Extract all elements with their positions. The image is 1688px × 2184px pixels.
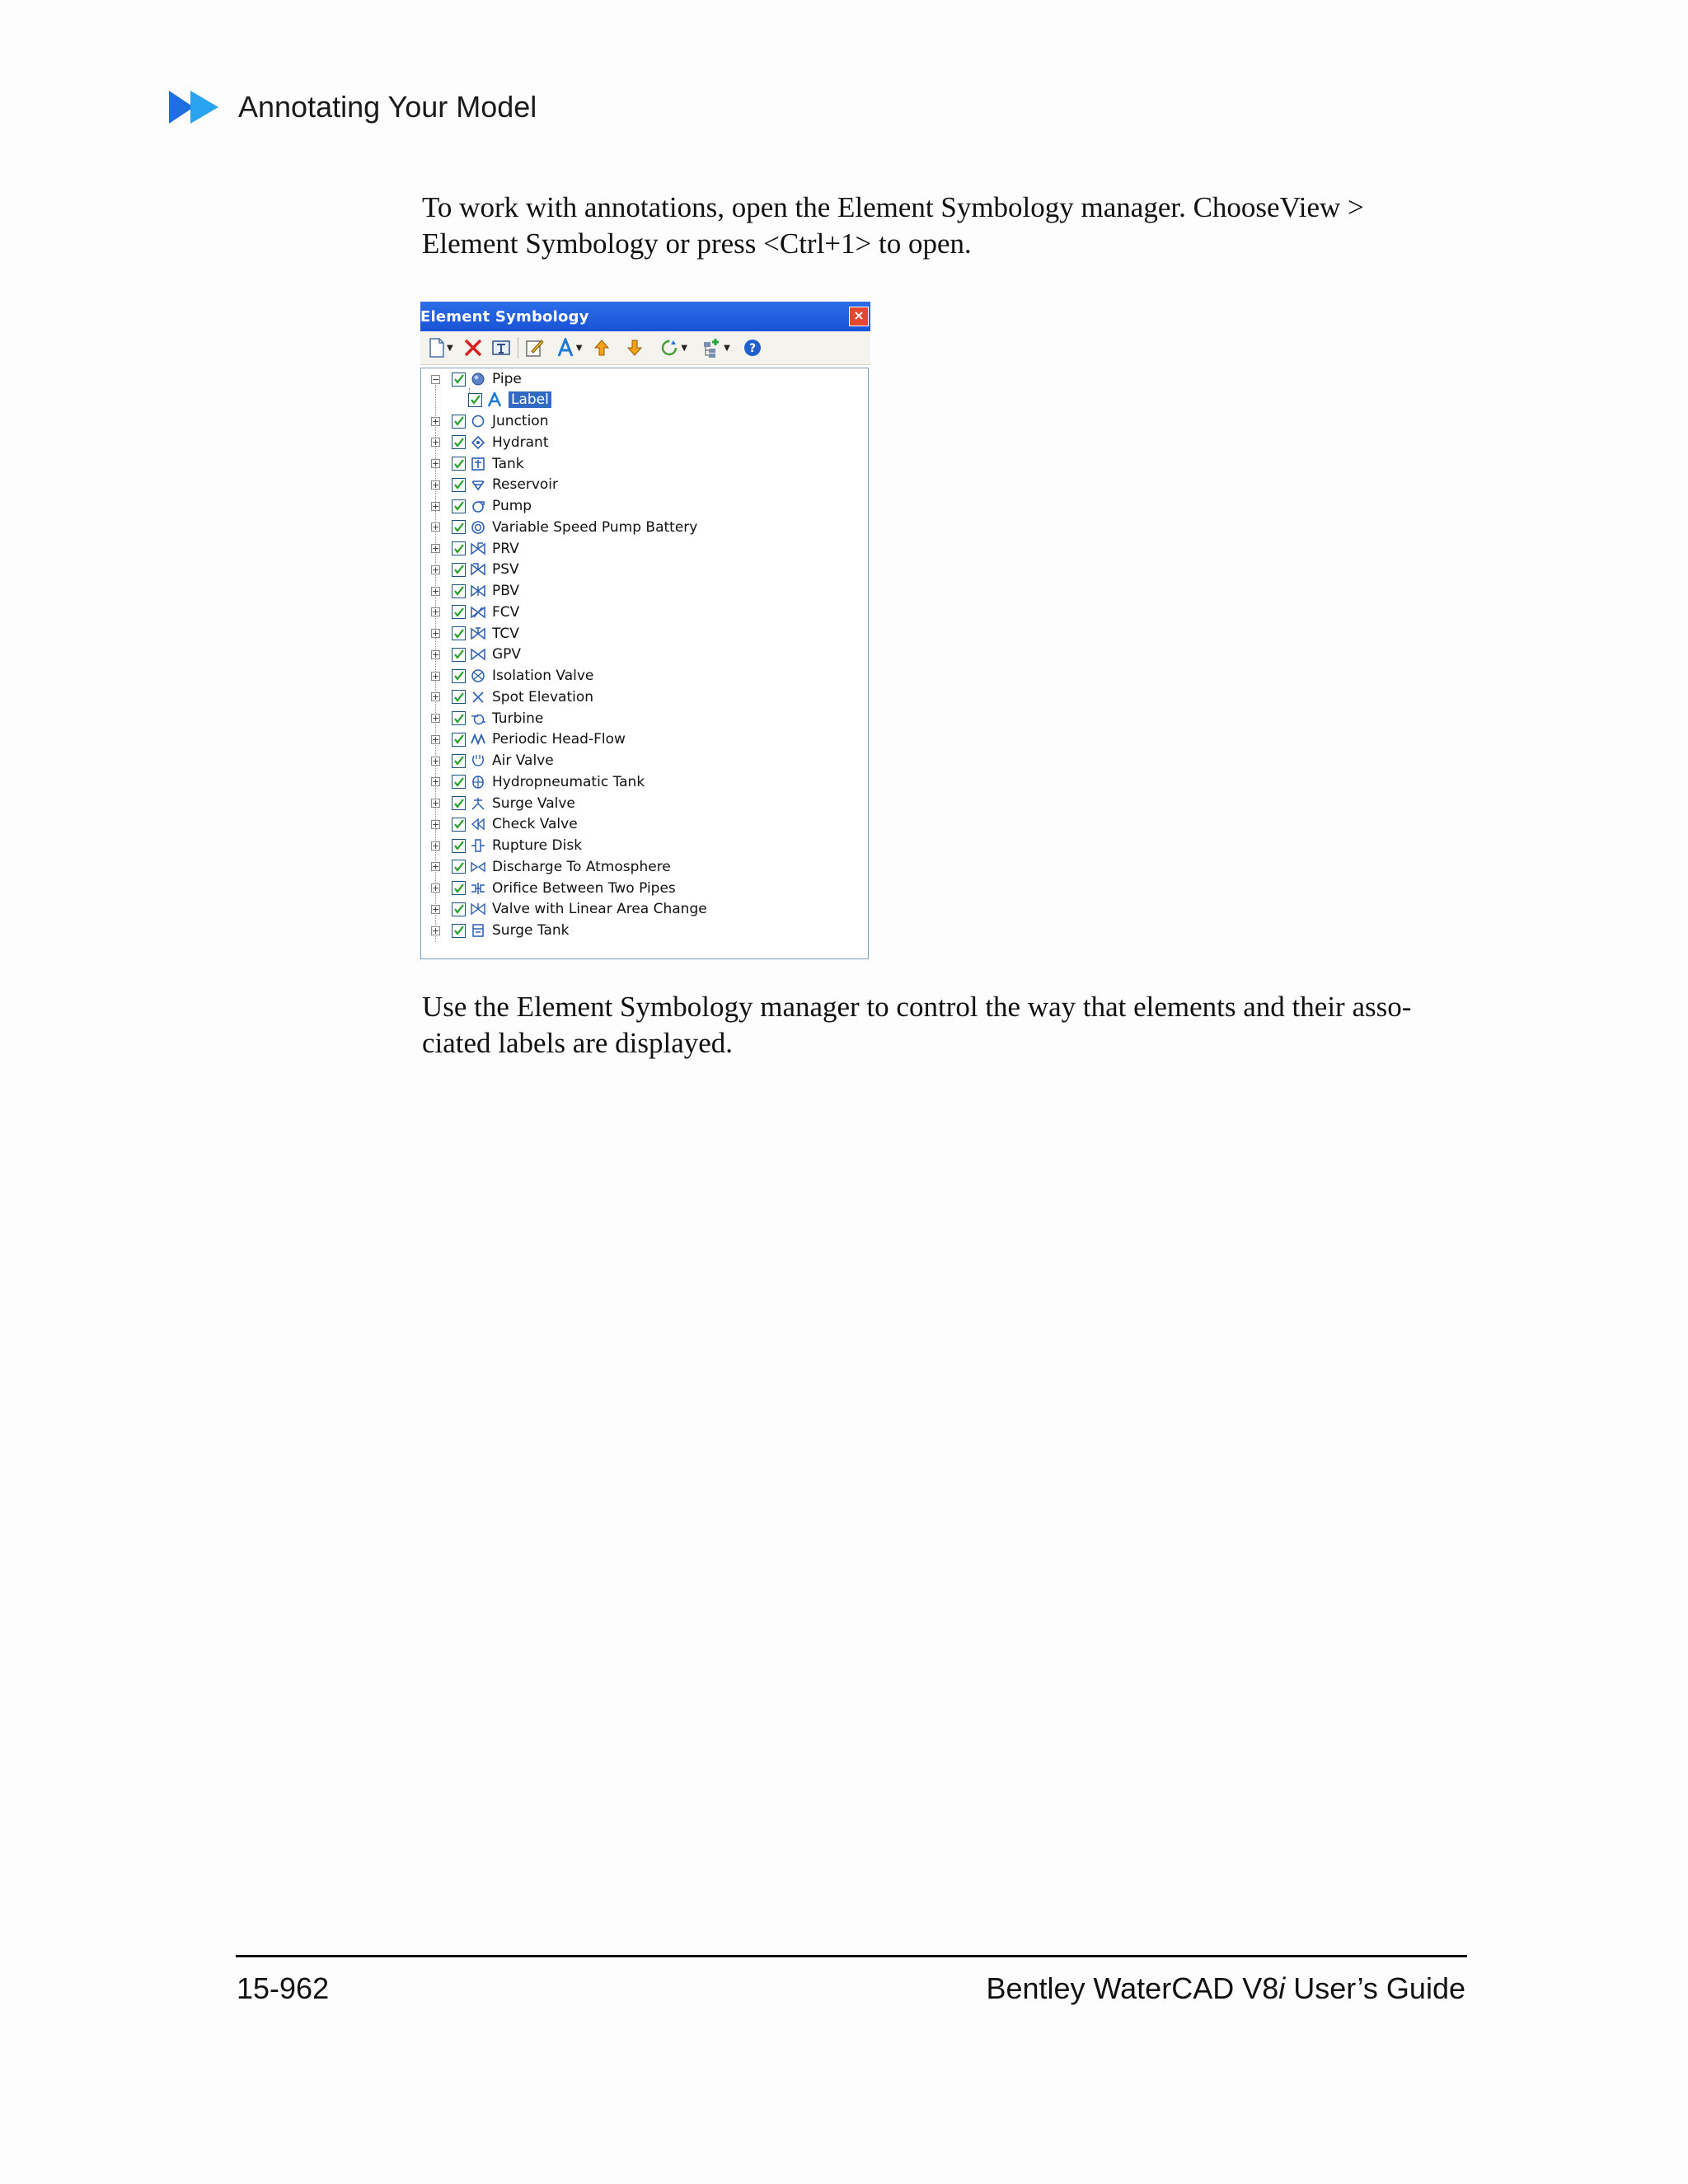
checkmark-icon (454, 883, 464, 893)
label-icon (556, 338, 574, 358)
pump-icon (469, 497, 487, 515)
pbv-icon (469, 582, 487, 600)
tree-label[interactable]: Periodic Head-Flow (492, 731, 626, 748)
item-checkbox[interactable] (452, 457, 466, 471)
item-checkbox[interactable] (452, 435, 466, 449)
fcv-icon (469, 603, 487, 621)
label-icon (485, 391, 504, 409)
expand-toggle[interactable]: + (432, 607, 440, 618)
checkmark-icon (454, 799, 464, 808)
tree-label[interactable]: Pump (492, 498, 532, 514)
tree-item[interactable] (421, 921, 570, 940)
item-checkbox[interactable] (452, 520, 466, 534)
checkmark-icon (454, 607, 464, 617)
prv-icon (469, 540, 487, 558)
expand-toggle[interactable]: + (432, 713, 440, 724)
tree-item[interactable] (421, 411, 548, 431)
checkmark-icon (454, 544, 464, 554)
checkmark-icon (454, 374, 464, 384)
tree-item[interactable] (421, 433, 548, 452)
checkmark-icon (454, 671, 464, 681)
rupture-disk-icon (469, 837, 487, 855)
item-checkbox[interactable] (452, 415, 466, 429)
tree-item[interactable] (421, 454, 524, 474)
expand-toggle[interactable]: + (432, 458, 440, 469)
tank-icon (469, 455, 487, 473)
checkmark-icon (454, 438, 464, 448)
psv-icon (469, 560, 487, 579)
checkmark-icon (454, 819, 464, 829)
element-tree[interactable] (420, 368, 869, 959)
expand-toggle[interactable]: + (432, 903, 440, 915)
expand-toggle[interactable]: + (432, 479, 440, 490)
tree-item[interactable] (421, 666, 593, 686)
tree-item[interactable] (421, 687, 593, 707)
item-checkbox[interactable] (452, 902, 466, 916)
item-checkbox[interactable] (452, 796, 466, 810)
expand-toggle[interactable]: + (432, 585, 440, 597)
edit-button[interactable] (525, 335, 545, 360)
dropdown-arrow-icon: ▼ (575, 343, 583, 353)
window-titlebar[interactable] (420, 302, 870, 331)
tree-item[interactable] (421, 475, 558, 494)
delete-button[interactable] (463, 335, 483, 360)
linear-valve-icon (469, 900, 487, 918)
tree-item-pipe[interactable] (421, 369, 522, 389)
expand-toggle[interactable]: + (432, 925, 440, 936)
checkmark-icon (454, 862, 464, 872)
item-checkbox[interactable] (452, 541, 466, 555)
item-checkbox[interactable] (452, 669, 466, 683)
expand-toggle[interactable]: + (432, 861, 440, 873)
item-checkbox[interactable] (452, 860, 466, 874)
intro-paragraph (422, 190, 1469, 262)
checkmark-icon (454, 777, 464, 787)
element-symbology-window (420, 302, 870, 959)
tree-label[interactable]: GPV (492, 646, 522, 663)
item-checkbox[interactable] (452, 818, 466, 832)
checkmark-icon (454, 734, 464, 744)
tree-label[interactable]: FCV (492, 603, 520, 621)
checkmark-icon (454, 649, 464, 659)
svg-text:?: ? (748, 342, 756, 355)
expand-toggle[interactable]: + (432, 437, 440, 448)
description-line-1: Use the Element Symbology manager to control the way that elements and their asso- (422, 991, 1412, 1023)
intro-line-1: To work with annotations, open the Element Symbology manager. ChooseView > (422, 191, 1364, 223)
new-button[interactable] (429, 335, 453, 360)
periodic-head-flow-icon (469, 730, 487, 748)
item-checkbox[interactable] (452, 626, 466, 640)
tree-label[interactable]: PSV (492, 561, 519, 579)
tree-label[interactable]: PBV (492, 583, 520, 599)
expand-toggle[interactable]: + (432, 649, 440, 660)
refresh-icon (659, 338, 679, 358)
tree-item[interactable] (421, 496, 532, 516)
hydropneumatic-tank-icon (469, 773, 487, 791)
tree-item[interactable] (421, 879, 676, 898)
tree-label[interactable]: PRV (492, 540, 519, 557)
checkmark-icon (454, 501, 464, 511)
item-checkbox[interactable] (452, 924, 466, 938)
tree-item[interactable] (421, 602, 519, 622)
turbine-icon (469, 710, 487, 728)
tree-label[interactable]: Hydropneumatic Tank (492, 773, 645, 790)
item-checkbox[interactable] (452, 690, 466, 704)
page-number: 15-962 (237, 1971, 330, 2005)
item-checkbox[interactable] (452, 648, 466, 662)
description-line-2: ciated labels are displayed. (422, 1027, 734, 1059)
checkmark-icon (454, 926, 464, 935)
junction-icon (469, 412, 487, 430)
checkmark-icon (454, 904, 464, 914)
help-icon (743, 339, 762, 357)
rename-icon (491, 338, 511, 358)
tree-label-selected[interactable]: Label (509, 391, 551, 408)
tree-label[interactable]: Discharge To Atmosphere (492, 858, 671, 875)
air-valve-icon (469, 752, 487, 770)
tcv-icon (469, 625, 487, 643)
item-checkbox[interactable] (452, 478, 466, 492)
isolation-valve-icon (469, 667, 487, 685)
expand-toggle[interactable]: + (432, 564, 440, 575)
move-down-icon (626, 339, 643, 357)
expand-toggle[interactable]: + (432, 543, 440, 554)
tree-item[interactable] (421, 709, 543, 729)
tree-item[interactable] (421, 751, 554, 771)
check-valve-icon (469, 815, 487, 833)
expand-toggle[interactable]: + (432, 415, 440, 427)
tree-item[interactable] (421, 729, 626, 749)
surge-valve-icon (469, 794, 487, 813)
page-header (169, 86, 537, 129)
expand-toggle[interactable]: + (432, 755, 440, 766)
vspb-icon (469, 518, 487, 537)
label-checkbox[interactable] (468, 393, 482, 407)
checkmark-icon (454, 756, 464, 766)
hydrant-icon (469, 434, 487, 452)
toolbar (420, 331, 870, 365)
expand-toggle[interactable]: + (432, 883, 440, 893)
edit-icon (525, 338, 545, 358)
move-up-icon (593, 339, 610, 357)
item-checkbox[interactable] (452, 881, 466, 895)
book-title-italic: i (1278, 1971, 1286, 2005)
expand-toggle[interactable]: + (432, 798, 440, 808)
item-checkbox[interactable] (452, 839, 466, 853)
book-title-main: Bentley WaterCAD V8 (986, 1971, 1279, 2005)
checkmark-icon (454, 692, 464, 702)
tree-label[interactable]: Reservoir (492, 476, 558, 494)
intro-line-2: Element Symbology or press <Ctrl+1> to open. (422, 227, 972, 260)
tree-item[interactable] (421, 560, 519, 579)
checkmark-icon (454, 523, 464, 532)
tree-label[interactable]: Rupture Disk (492, 837, 583, 854)
tree-label[interactable]: Isolation Valve (492, 668, 594, 684)
footer-rule (236, 1955, 1467, 1957)
tree-label[interactable]: Tank (492, 455, 524, 472)
item-checkbox[interactable] (452, 754, 466, 768)
checkmark-icon (454, 480, 464, 490)
spot-elevation-icon (469, 688, 487, 706)
reservoir-icon (469, 476, 487, 494)
checkmark-icon (471, 395, 481, 405)
tree-item[interactable] (421, 581, 519, 601)
tree-label[interactable]: Junction (492, 413, 549, 429)
item-checkbox[interactable] (452, 563, 466, 577)
tree-item[interactable] (421, 814, 578, 834)
item-checkbox[interactable] (452, 499, 466, 513)
description-paragraph (422, 989, 1469, 1062)
add-tree-icon (701, 337, 722, 359)
checkmark-icon (454, 629, 464, 639)
tree-label[interactable]: Check Valve (492, 816, 578, 833)
tree-label[interactable]: TCV (492, 625, 519, 642)
tree-item[interactable] (421, 624, 519, 644)
tree-label[interactable]: Hydrant (492, 434, 549, 451)
item-checkbox[interactable] (452, 775, 466, 789)
refresh-button[interactable] (659, 335, 687, 360)
checkmark-icon (454, 714, 464, 724)
item-checkbox[interactable] (452, 711, 466, 725)
tree-label[interactable]: Surge Valve (492, 794, 575, 812)
tree-item[interactable] (421, 644, 521, 664)
book-title (986, 1971, 1465, 2006)
item-checkbox[interactable] (452, 605, 466, 619)
move-down-button[interactable] (626, 335, 643, 360)
discharge-icon (469, 858, 487, 876)
help-button[interactable] (743, 335, 762, 360)
expand-toggle[interactable]: + (432, 500, 440, 512)
double-arrow-icon (169, 89, 222, 125)
orifice-icon (469, 879, 487, 898)
tree-item[interactable] (421, 899, 707, 919)
expand-toggle[interactable]: + (432, 670, 440, 682)
gpv-icon (469, 645, 487, 663)
tree-item[interactable] (421, 857, 671, 877)
tree-item-pipe-label[interactable] (457, 390, 551, 410)
tree-label[interactable]: Surge Tank (492, 922, 570, 939)
tree-label[interactable]: Variable Speed Pump Battery (492, 518, 698, 536)
checkmark-icon (454, 416, 464, 426)
checkmark-icon (454, 586, 464, 596)
expand-toggle[interactable]: + (432, 733, 440, 745)
item-checkbox[interactable] (452, 584, 466, 598)
tree-item[interactable] (421, 772, 645, 792)
item-checkbox[interactable] (452, 733, 466, 747)
tree-item[interactable] (421, 836, 582, 855)
checkmark-icon (454, 459, 464, 469)
checkmark-icon (454, 841, 464, 851)
add-tree-button[interactable] (701, 335, 730, 360)
pipe-icon (469, 370, 487, 388)
expand-toggle[interactable]: + (432, 628, 440, 639)
expand-toggle[interactable]: + (432, 818, 440, 830)
tree-label[interactable]: Orifice Between Two Pipes (492, 879, 676, 897)
window-title: Element Symbology (420, 307, 589, 326)
tree-label[interactable]: Spot Elevation (492, 688, 594, 705)
label-button[interactable] (556, 335, 583, 360)
dropdown-arrow-icon: ▼ (447, 343, 453, 353)
rename-button[interactable] (491, 335, 511, 360)
tree-label[interactable]: Pipe (492, 371, 522, 387)
tree-item[interactable] (421, 794, 575, 813)
book-title-suffix: User’s Guide (1285, 1971, 1465, 2005)
tree-item[interactable] (421, 539, 519, 559)
collapse-toggle[interactable]: − (432, 373, 440, 385)
surge-tank-icon (469, 921, 487, 940)
close-button[interactable]: × (849, 307, 869, 326)
expand-toggle[interactable]: + (432, 840, 440, 851)
tree-label[interactable]: Turbine (492, 710, 544, 727)
checkmark-icon (454, 565, 464, 574)
expand-toggle[interactable]: + (432, 776, 440, 788)
pipe-checkbox[interactable] (452, 373, 466, 387)
section-title: Annotating Your Model (238, 90, 537, 124)
new-icon (429, 338, 445, 358)
dropdown-arrow-icon: ▼ (681, 343, 688, 353)
move-up-button[interactable] (593, 335, 610, 360)
expand-toggle[interactable]: + (432, 691, 440, 703)
tree-item[interactable] (421, 518, 697, 537)
dropdown-arrow-icon: ▼ (724, 343, 730, 353)
expand-toggle[interactable]: + (432, 522, 440, 533)
delete-icon (463, 338, 483, 358)
tree-label[interactable]: Air Valve (492, 752, 554, 769)
tree-label[interactable]: Valve with Linear Area Change (492, 901, 707, 918)
